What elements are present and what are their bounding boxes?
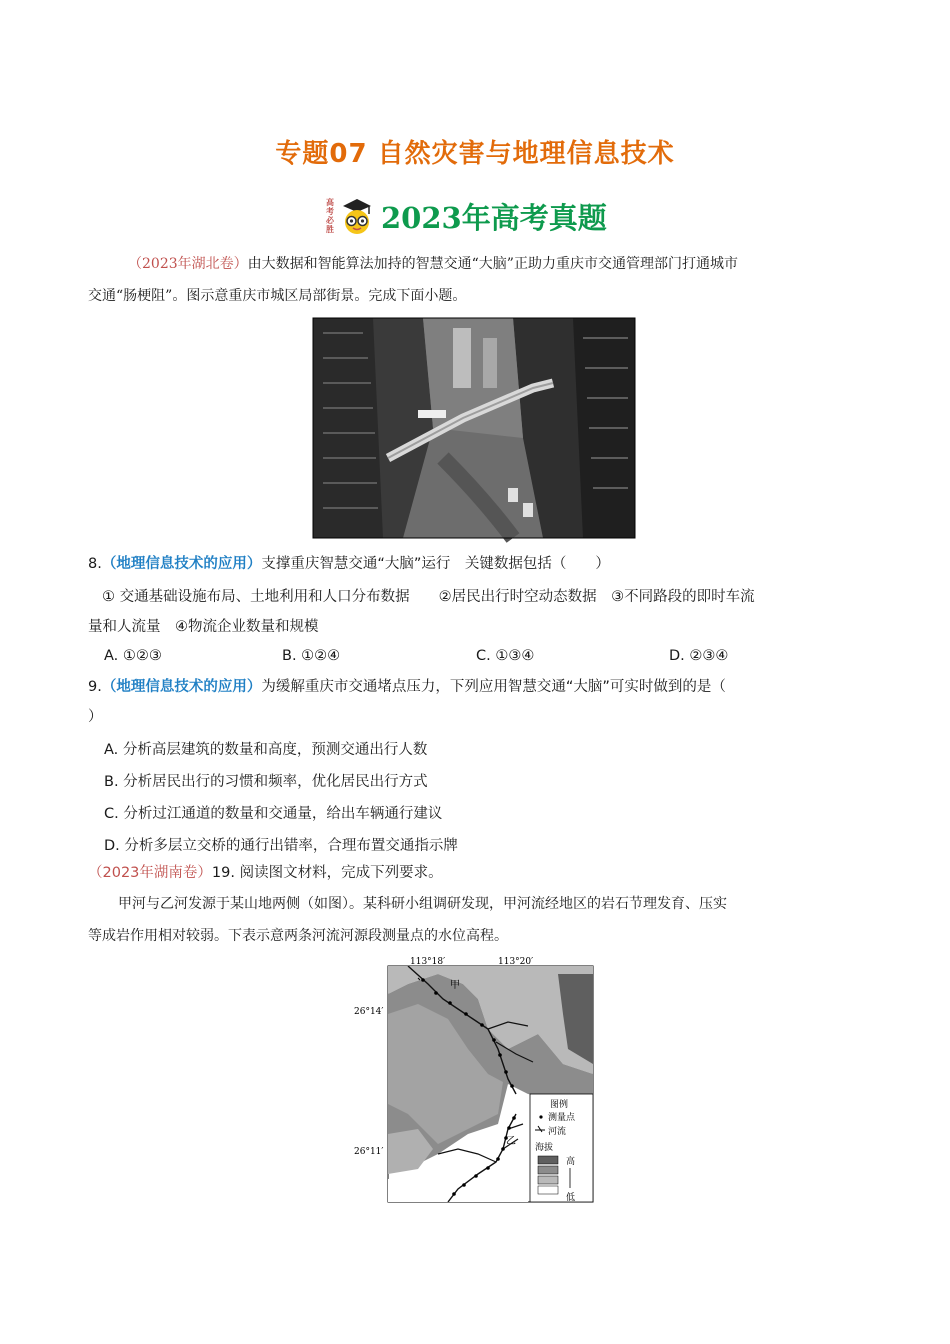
q8-stem-text: 支撑重庆智慧交通“大脑”运行 关键数据包括（ ）	[261, 556, 610, 572]
q8-statements-line-1: ① 交通基础设施布局、土地利用和人口分布数据 ②居民出行时空动态数据 ③不同路段的即时车流	[102, 589, 755, 605]
question-19-material	[88, 888, 888, 952]
question-8-stem	[88, 548, 888, 580]
q8-tag: （地理信息技术的应用）	[101, 556, 262, 572]
map-lon-left: 113°18′	[410, 957, 446, 967]
legend-high-label: 高	[566, 1157, 576, 1167]
map-river-b-label: 乙	[506, 1136, 516, 1147]
intro-paragraph	[88, 248, 888, 312]
legend-point-label: 测量点	[548, 1113, 576, 1123]
map-river-a-label: 甲	[450, 980, 460, 991]
legend-point-icon	[539, 1115, 542, 1118]
river-map	[354, 954, 598, 1204]
q9-stem-text: 为缓解重庆市交通堵点压力，下列应用智慧交通“大脑”可实时做到的是（	[261, 679, 726, 695]
q8-statements-line-2: 量和人流量 ④物流企业数量和规模	[88, 619, 319, 635]
q9-option-b[interactable]: B. 分析居民出行的习惯和频率，优化居民出行方式	[104, 774, 428, 790]
legend-elev-label: 海拔	[535, 1143, 554, 1153]
map-lat-top: 26°14′	[354, 1007, 384, 1017]
q19-line-1: 甲河与乙河发源于某山地两侧（如图）。某科研小组调研发现，甲河流经地区的岩石节理发育、压实	[118, 896, 727, 912]
q9-option-c[interactable]: C. 分析过江通道的数量和交通量，给出车辆通行建议	[104, 806, 443, 822]
q8-number: 8.	[88, 556, 102, 572]
map-lon-right: 113°20′	[498, 957, 534, 967]
q8-option-d[interactable]: D. ②③④	[669, 648, 729, 664]
source-label-hubei: （2023年湖北卷）	[128, 256, 248, 272]
intro-line-1: 由大数据和智能算法加持的智慧交通“大脑”正助力重庆市交通管理部门打通城市	[247, 256, 738, 272]
source-label-hunan: （2023年湖南卷）	[88, 865, 212, 881]
q9-option-d[interactable]: D. 分析多层立交桥的通行出错率，合理布置交通指示牌	[104, 838, 458, 854]
q9-option-a[interactable]: A. 分析高层建筑的数量和高度，预测交通出行人数	[104, 742, 428, 758]
scholar-mascot-icon	[339, 196, 375, 236]
q9-stem-end: ）	[88, 709, 103, 725]
q8-option-b[interactable]: B. ①②④	[282, 648, 341, 664]
map-lat-bottom: 26°11′	[354, 1147, 384, 1157]
q19-stem-text: 19. 阅读图文材料，完成下列要求。	[211, 865, 443, 881]
legend-river-label: 河流	[548, 1127, 567, 1137]
question-9-stem	[88, 672, 888, 732]
intro-line-2: 交通“肠梗阻”。图示意重庆市城区局部街景。完成下面小题。	[88, 288, 467, 304]
legend-low-label: 低	[566, 1193, 576, 1203]
question-8-statements	[88, 582, 888, 642]
exam-banner	[325, 192, 607, 240]
q8-option-c[interactable]: C. ①③④	[476, 648, 535, 664]
q19-line-2: 等成岩作用相对较弱。下表示意两条河流河源段测量点的水位高程。	[88, 928, 508, 944]
q8-option-a[interactable]: A. ①②③	[104, 648, 162, 664]
q9-number: 9.	[88, 679, 102, 695]
question-19-stem	[88, 857, 888, 889]
banner-title: 2023年高考真题	[381, 200, 607, 235]
banner-side-text: 高考必胜	[326, 197, 334, 234]
legend-title: 图例	[550, 1100, 569, 1110]
q9-tag: （地理信息技术的应用）	[101, 679, 262, 695]
street-photo	[313, 318, 635, 538]
page-title: 专题07 自然灾害与地理信息技术	[275, 139, 675, 169]
